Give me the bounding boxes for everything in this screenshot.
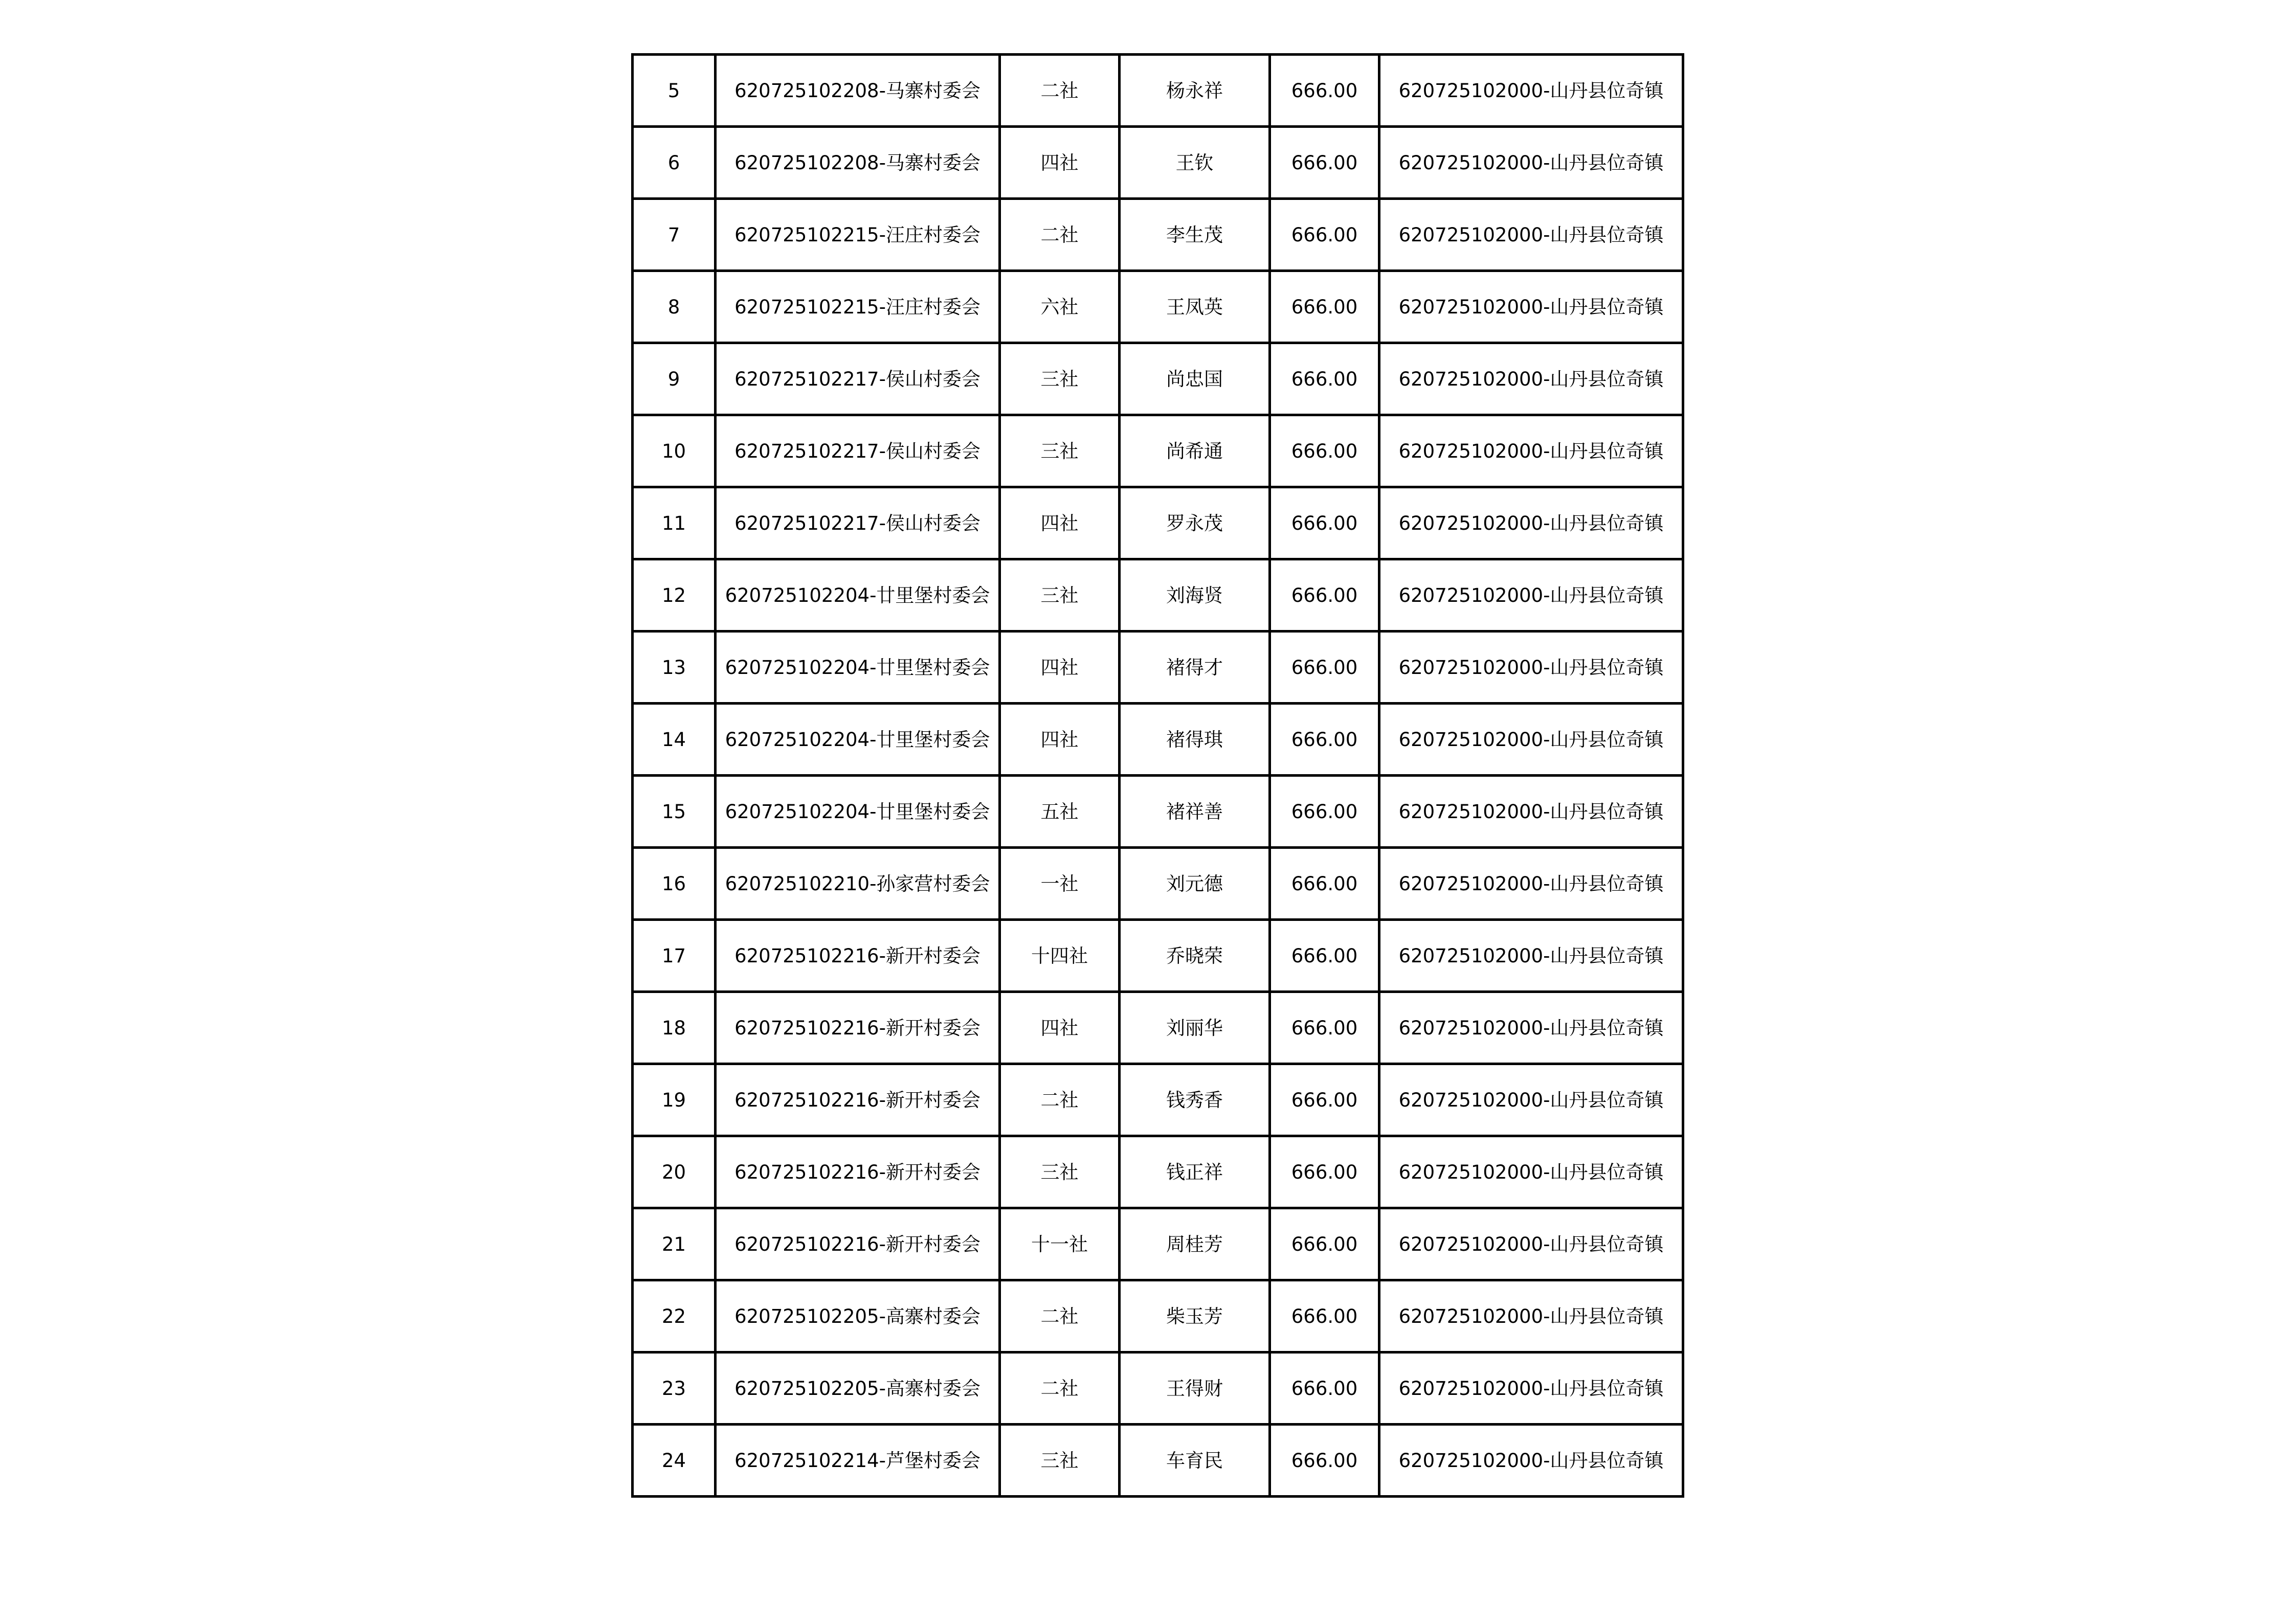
recipient-name-cell: 李生茂 [1120,199,1270,271]
township-cell: 620725102000-山丹县位奇镇 [1379,55,1683,127]
recipient-name-cell: 钱正祥 [1120,1136,1270,1208]
row-number-cell: 10 [633,415,716,487]
recipient-name-cell: 刘海贤 [1120,559,1270,631]
village-committee-cell: 620725102204-廿里堡村委会 [716,559,1000,631]
recipient-name-cell: 褚得才 [1120,631,1270,704]
village-committee-cell: 620725102204-廿里堡村委会 [716,704,1000,776]
amount-cell: 666.00 [1270,631,1379,704]
row-number-cell: 21 [633,1208,716,1280]
row-number-cell: 15 [633,776,716,848]
recipient-name-cell: 王钦 [1120,127,1270,199]
village-group-cell: 四社 [1000,127,1120,199]
township-cell: 620725102000-山丹县位奇镇 [1379,559,1683,631]
table-row [633,1208,1683,1280]
village-committee-cell: 620725102214-芦堡村委会 [716,1425,1000,1497]
township-cell: 620725102000-山丹县位奇镇 [1379,631,1683,704]
village-committee-cell: 620725102210-孙家营村委会 [716,848,1000,920]
amount-cell: 666.00 [1270,920,1379,992]
table-row [633,1064,1683,1136]
recipient-name-cell: 车育民 [1120,1425,1270,1497]
amount-cell: 666.00 [1270,1208,1379,1280]
table-row [633,1280,1683,1352]
amount-cell: 666.00 [1270,1136,1379,1208]
township-cell: 620725102000-山丹县位奇镇 [1379,415,1683,487]
amount-cell: 666.00 [1270,415,1379,487]
village-committee-cell: 620725102216-新开村委会 [716,1064,1000,1136]
table-row [633,848,1683,920]
recipient-name-cell: 刘元德 [1120,848,1270,920]
village-committee-cell: 620725102215-汪庄村委会 [716,271,1000,343]
table-row [633,343,1683,415]
amount-cell: 666.00 [1270,487,1379,559]
table-row [633,1136,1683,1208]
village-group-cell: 三社 [1000,1136,1120,1208]
township-cell: 620725102000-山丹县位奇镇 [1379,1208,1683,1280]
township-cell: 620725102000-山丹县位奇镇 [1379,199,1683,271]
recipient-name-cell: 杨永祥 [1120,55,1270,127]
township-cell: 620725102000-山丹县位奇镇 [1379,271,1683,343]
amount-cell: 666.00 [1270,704,1379,776]
village-group-cell: 一社 [1000,848,1120,920]
recipient-name-cell: 罗永茂 [1120,487,1270,559]
row-number-cell: 24 [633,1425,716,1497]
village-committee-cell: 620725102216-新开村委会 [716,1136,1000,1208]
recipient-name-cell: 王得财 [1120,1352,1270,1425]
township-cell: 620725102000-山丹县位奇镇 [1379,1136,1683,1208]
table-row [633,1425,1683,1497]
township-cell: 620725102000-山丹县位奇镇 [1379,920,1683,992]
village-group-cell: 四社 [1000,704,1120,776]
village-committee-cell: 620725102216-新开村委会 [716,1208,1000,1280]
row-number-cell: 17 [633,920,716,992]
table-row [633,1352,1683,1425]
amount-cell: 666.00 [1270,1280,1379,1352]
village-committee-cell: 620725102208-马寨村委会 [716,55,1000,127]
township-cell: 620725102000-山丹县位奇镇 [1379,1064,1683,1136]
township-cell: 620725102000-山丹县位奇镇 [1379,776,1683,848]
row-number-cell: 5 [633,55,716,127]
recipient-name-cell: 乔晓荣 [1120,920,1270,992]
township-cell: 620725102000-山丹县位奇镇 [1379,1280,1683,1352]
village-group-cell: 十四社 [1000,920,1120,992]
row-number-cell: 13 [633,631,716,704]
village-committee-cell: 620725102204-廿里堡村委会 [716,776,1000,848]
amount-cell: 666.00 [1270,992,1379,1064]
amount-cell: 666.00 [1270,559,1379,631]
recipient-name-cell: 褚得琪 [1120,704,1270,776]
row-number-cell: 8 [633,271,716,343]
village-group-cell: 二社 [1000,199,1120,271]
table-row [633,487,1683,559]
village-committee-cell: 620725102216-新开村委会 [716,992,1000,1064]
row-number-cell: 19 [633,1064,716,1136]
table-row [633,992,1683,1064]
table-row [633,920,1683,992]
village-group-cell: 二社 [1000,55,1120,127]
table-row [633,271,1683,343]
table-row [633,631,1683,704]
township-cell: 620725102000-山丹县位奇镇 [1379,127,1683,199]
village-group-cell: 十一社 [1000,1208,1120,1280]
village-group-cell: 三社 [1000,343,1120,415]
village-committee-cell: 620725102208-马寨村委会 [716,127,1000,199]
row-number-cell: 23 [633,1352,716,1425]
table-body [633,55,1683,1497]
table-row [633,127,1683,199]
village-group-cell: 四社 [1000,631,1120,704]
township-cell: 620725102000-山丹县位奇镇 [1379,704,1683,776]
township-cell: 620725102000-山丹县位奇镇 [1379,848,1683,920]
amount-cell: 666.00 [1270,199,1379,271]
amount-cell: 666.00 [1270,1425,1379,1497]
amount-cell: 666.00 [1270,1064,1379,1136]
table-row [633,704,1683,776]
amount-cell: 666.00 [1270,271,1379,343]
amount-cell: 666.00 [1270,848,1379,920]
row-number-cell: 20 [633,1136,716,1208]
row-number-cell: 7 [633,199,716,271]
recipient-name-cell: 刘丽华 [1120,992,1270,1064]
amount-cell: 666.00 [1270,127,1379,199]
row-number-cell: 11 [633,487,716,559]
township-cell: 620725102000-山丹县位奇镇 [1379,343,1683,415]
row-number-cell: 22 [633,1280,716,1352]
village-committee-cell: 620725102217-侯山村委会 [716,343,1000,415]
township-cell: 620725102000-山丹县位奇镇 [1379,1352,1683,1425]
row-number-cell: 18 [633,992,716,1064]
recipient-name-cell: 柴玉芳 [1120,1280,1270,1352]
township-cell: 620725102000-山丹县位奇镇 [1379,1425,1683,1497]
village-group-cell: 三社 [1000,559,1120,631]
recipient-name-cell: 周桂芳 [1120,1208,1270,1280]
village-group-cell: 四社 [1000,487,1120,559]
village-group-cell: 二社 [1000,1064,1120,1136]
recipient-name-cell: 王凤英 [1120,271,1270,343]
row-number-cell: 16 [633,848,716,920]
village-committee-cell: 620725102215-汪庄村委会 [716,199,1000,271]
recipient-name-cell: 钱秀香 [1120,1064,1270,1136]
village-committee-cell: 620725102205-高寨村委会 [716,1280,1000,1352]
table-row [633,199,1683,271]
amount-cell: 666.00 [1270,1352,1379,1425]
village-committee-cell: 620725102217-侯山村委会 [716,415,1000,487]
amount-cell: 666.00 [1270,343,1379,415]
township-cell: 620725102000-山丹县位奇镇 [1379,992,1683,1064]
table-row [633,559,1683,631]
table-row [633,55,1683,127]
township-cell: 620725102000-山丹县位奇镇 [1379,487,1683,559]
subsidy-table [631,53,1684,1498]
village-committee-cell: 620725102216-新开村委会 [716,920,1000,992]
recipient-name-cell: 尚希通 [1120,415,1270,487]
village-group-cell: 三社 [1000,1425,1120,1497]
village-committee-cell: 620725102217-侯山村委会 [716,487,1000,559]
row-number-cell: 12 [633,559,716,631]
recipient-name-cell: 尚忠国 [1120,343,1270,415]
village-group-cell: 六社 [1000,271,1120,343]
village-group-cell: 二社 [1000,1280,1120,1352]
amount-cell: 666.00 [1270,776,1379,848]
recipient-name-cell: 褚祥善 [1120,776,1270,848]
village-group-cell: 五社 [1000,776,1120,848]
table-row [633,776,1683,848]
village-group-cell: 二社 [1000,1352,1120,1425]
row-number-cell: 6 [633,127,716,199]
village-committee-cell: 620725102204-廿里堡村委会 [716,631,1000,704]
village-group-cell: 四社 [1000,992,1120,1064]
row-number-cell: 9 [633,343,716,415]
amount-cell: 666.00 [1270,55,1379,127]
village-group-cell: 三社 [1000,415,1120,487]
row-number-cell: 14 [633,704,716,776]
table-row [633,415,1683,487]
village-committee-cell: 620725102205-高寨村委会 [716,1352,1000,1425]
